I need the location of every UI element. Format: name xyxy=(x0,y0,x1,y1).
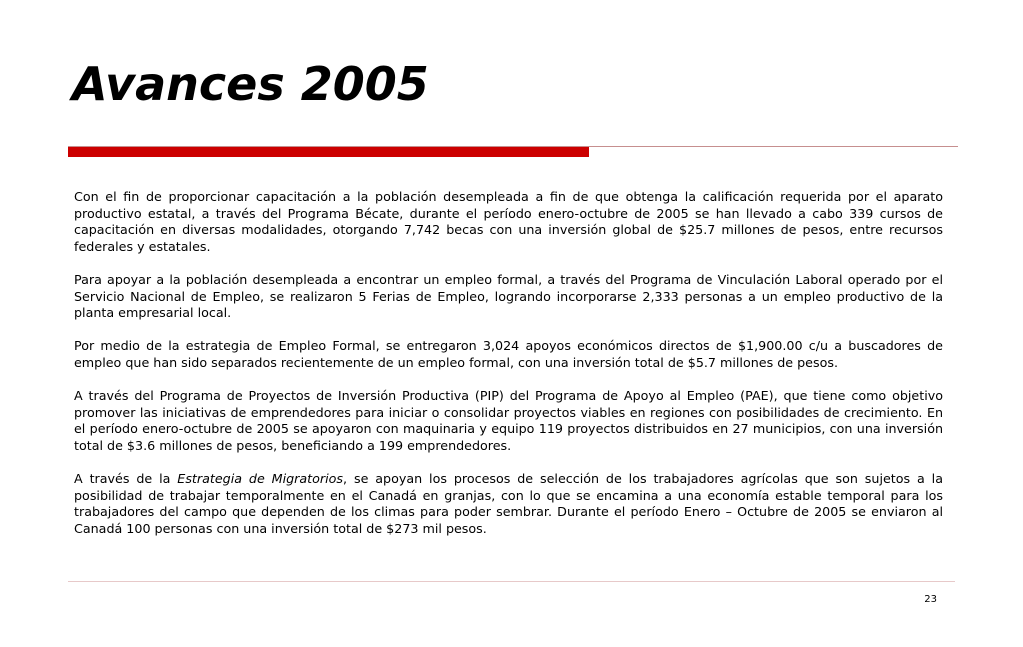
paragraph-migratorios-emphasis: Estrategia de Migratorios xyxy=(177,471,344,487)
paragraph-vinculacion-laboral: Para apoyar a la población desempleada a encontrar un empleo formal, a través del Programa de Vinculación Laboral operado por el Servicio Nacional de Empleo, se realizaron 5 Ferias de Empleo, logrando incorporarse 2,333 personas a un empleo productivo de la planta empresarial local. xyxy=(74,271,943,321)
slide-title: Avances 2005 xyxy=(72,57,429,111)
paragraph-migratorios xyxy=(74,471,943,537)
paragraph-migratorios-prefix: A través de la xyxy=(74,471,178,487)
footer-divider xyxy=(68,581,955,582)
title-divider xyxy=(68,146,958,157)
paragraph-migratorios-suffix: , se apoyan los procesos de selección de los trabajadores agrícolas que son sujetos a la posibilidad de trabajar temporalmente en el Canadá en granjas, con lo que se encamina a una economía estable temporal para los trabajadores del campo que dependen de los climas para poder sembrar. Durante el período Enero – Octubre de 2005 se enviaron al Canadá 100 personas con una inversión total de $273 mil pesos. xyxy=(74,471,943,536)
paragraph-empleo-formal: Por medio de la estrategia de Empleo Formal, se entregaron 3,024 apoyos económicos directos de $1,900.00 c/u a buscadores de empleo que han sido separados recientemente de un empleo formal, con una inversión total de $5.7 millones de pesos. xyxy=(74,338,943,370)
paragraph-proyectos-inversion: A través del Programa de Proyectos de Inversión Productiva (PIP) del Programa de Apoyo al Empleo (PAE), que tiene como objetivo promover las iniciativas de emprendedores para iniciar o consolidar proyectos viables en regiones con posibilidades de crecimiento. En el período enero-octubre de 2005 se apoyaron con maquinaria y equipo 119 proyectos distribuidos en 27 municipios, con una inversión total de $3.6 millones de pesos, beneficiando a 199 emprendedores. xyxy=(74,388,943,453)
slide-body xyxy=(74,189,943,554)
title-divider-accent-bar xyxy=(68,147,589,157)
page-number: 23 xyxy=(924,594,937,605)
paragraph-becate: Con el fin de proporcionar capacitación a la población desempleada a fin de que obtenga la calificación requerida por el aparato productivo estatal, a través del Programa Bécate, durante el período enero-octubre de 2005 se han llevado a cabo 339 cursos de capacitación en diversas modalidades, otorgando 7,742 becas con una inversión global de $25.7 millones de pesos, entre recursos federales y estatales. xyxy=(74,189,943,254)
